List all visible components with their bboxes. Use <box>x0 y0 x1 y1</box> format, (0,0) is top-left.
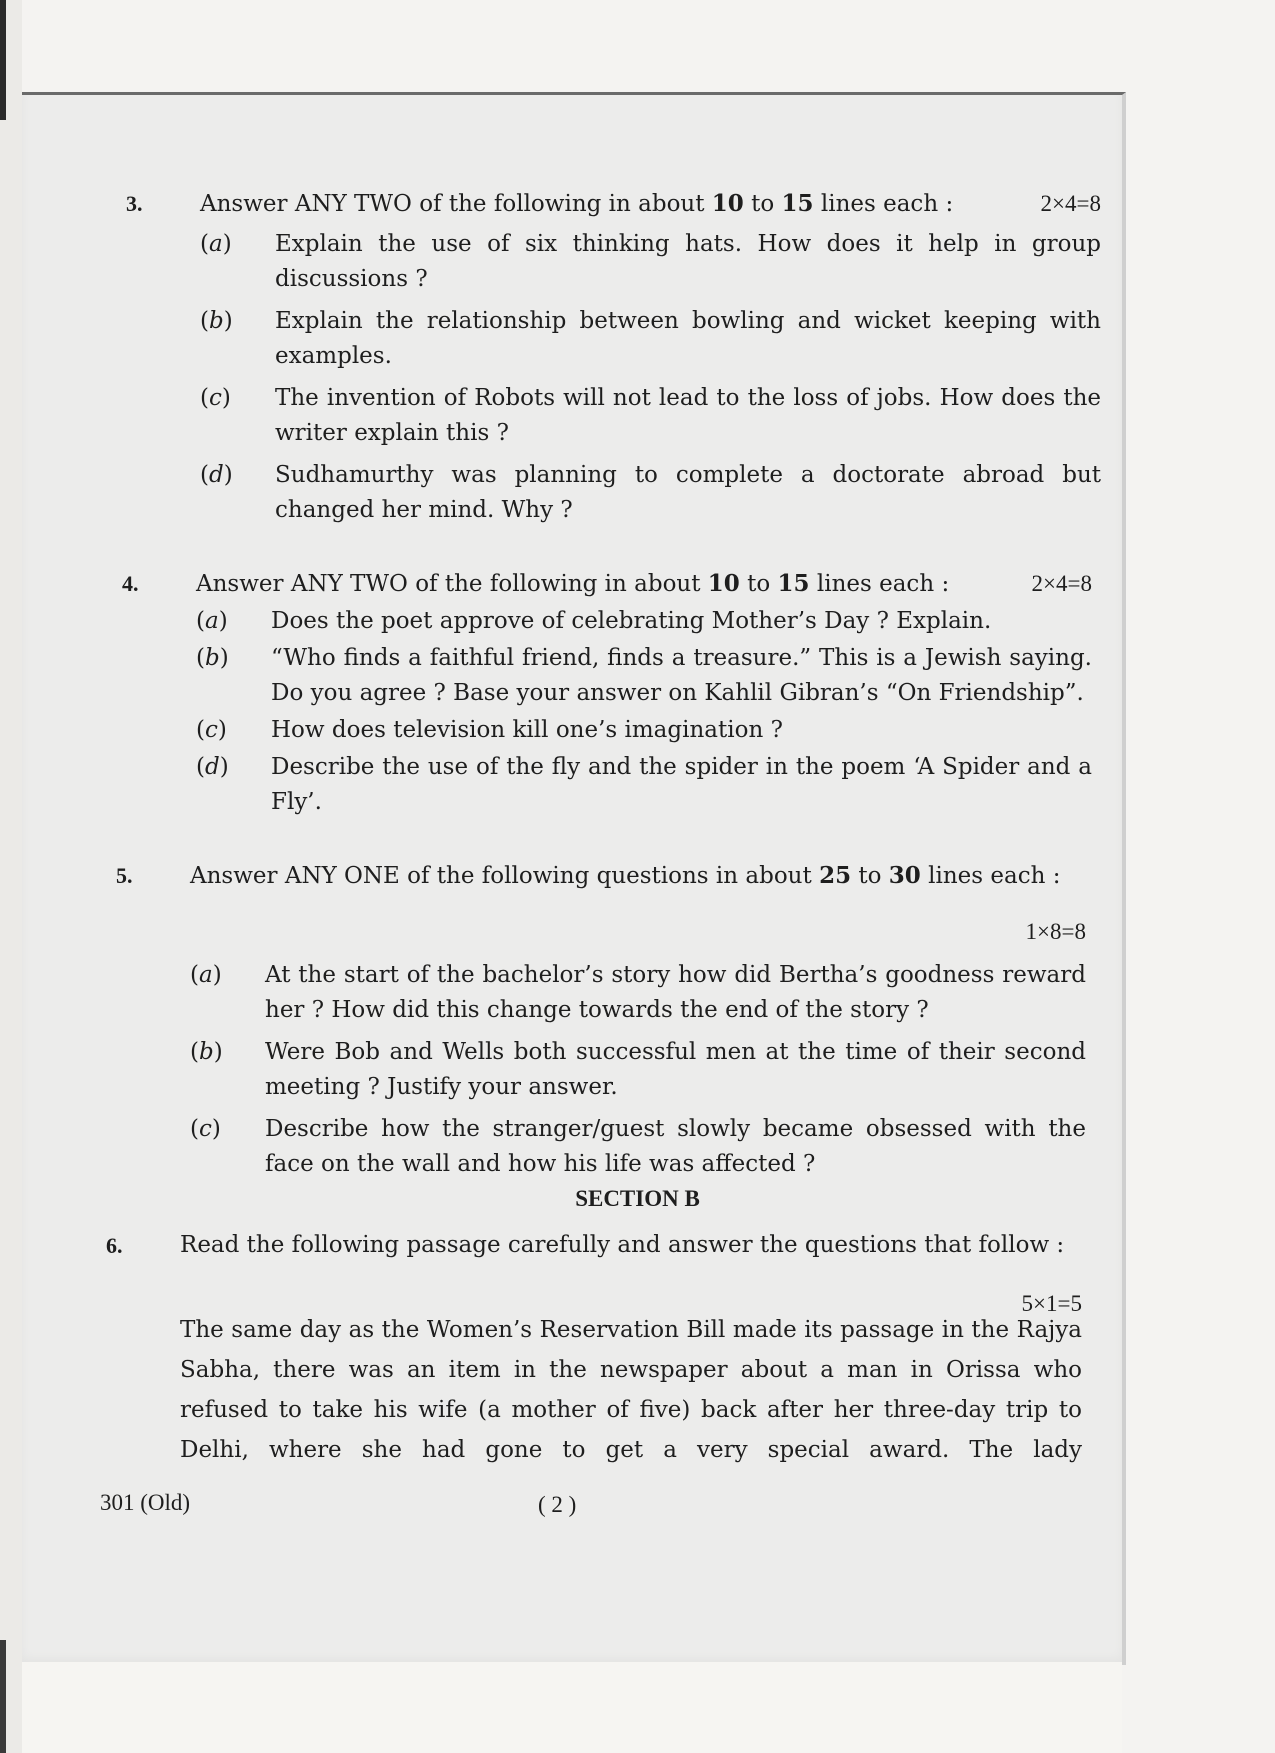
scan-edge <box>0 0 6 120</box>
marks: 1×8=8 <box>1025 919 1086 944</box>
question-number: 5. <box>116 863 133 888</box>
sub-question: (b) Explain the relationship between bowling and wicket keeping with examples. <box>200 308 1101 369</box>
question-number: 6. <box>106 1233 123 1258</box>
question-5 <box>116 858 1086 1188</box>
reading-passage: The same day as the Women’s Reservation Bill made its passage in the Rajya Sabha, there was an item in the newspaper about a man in Orissa who refused to take his wife (a mother of five) back after her three-day trip to Delhi, where she had gone to get a very special award. The lady <box>180 1317 1082 1463</box>
sub-question-list <box>190 958 1086 1189</box>
sub-question: (c) Describe how the stranger/guest slowly became obsessed with the face on the wall and how his life was affected ? <box>190 1116 1086 1177</box>
sub-question-list <box>196 604 1092 822</box>
sub-question: (a) At the start of the bachelor’s story how did Bertha’s goodness reward her ? How did this change towards the end of the story ? <box>190 962 1086 1023</box>
scan-edge <box>0 1640 6 1753</box>
scan-margin <box>0 0 22 1753</box>
scan-bottom-band <box>22 1662 1122 1753</box>
marks: 5×1=5 <box>1021 1291 1082 1316</box>
question-instruction: Read the following passage carefully and answer the questions that follow : <box>180 1232 1065 1258</box>
paper-code: 301 (Old) <box>100 1490 191 1515</box>
sub-question: (d) Describe the use of the fly and the spider in the poem ‘A Spider and a Fly’. <box>196 754 1092 815</box>
sub-question: (b) “Who finds a faithful friend, finds a treasure.” This is a Jewish saying. Do you agree ? Base your answer on Kahlil Gibran’s “On Friendship”. <box>196 645 1092 706</box>
sub-question-list <box>200 227 1101 535</box>
question-number: 4. <box>122 571 139 596</box>
question-4 <box>122 566 1092 836</box>
question-instruction: Answer ANY TWO of the following in about 10 to 15 lines each : <box>200 190 954 217</box>
sub-question: (c) The invention of Robots will not lead to the loss of jobs. How does the writer explain this ? <box>200 385 1101 446</box>
page-number: ( 2 ) <box>538 1492 577 1517</box>
sub-question: (a) Explain the use of six thinking hats. How does it help in group discussions ? <box>200 231 1101 292</box>
question-instruction: Answer ANY TWO of the following in about 10 to 15 lines each : <box>196 570 950 597</box>
marks: 2×4=8 <box>1031 571 1092 596</box>
sub-question: (c) How does television kill one’s imagination ? <box>196 717 783 743</box>
sub-question: (d) Sudhamurthy was planning to complete a doctorate abroad but changed her mind. Why ? <box>200 462 1101 523</box>
sub-question: (b) Were Bob and Wells both successful men at the time of their second meeting ? Justify your answer. <box>190 1039 1086 1100</box>
question-6 <box>106 1228 1082 1316</box>
sub-question: (a) Does the poet approve of celebrating Mother’s Day ? Explain. <box>196 608 992 634</box>
marks: 2×4=8 <box>1040 191 1101 216</box>
question-number: 3. <box>126 191 143 216</box>
section-title: SECTION B <box>575 1186 700 1211</box>
question-3 <box>126 186 1101 556</box>
question-instruction: Answer ANY ONE of the following questions in about 25 to 30 lines each : <box>190 862 1061 889</box>
